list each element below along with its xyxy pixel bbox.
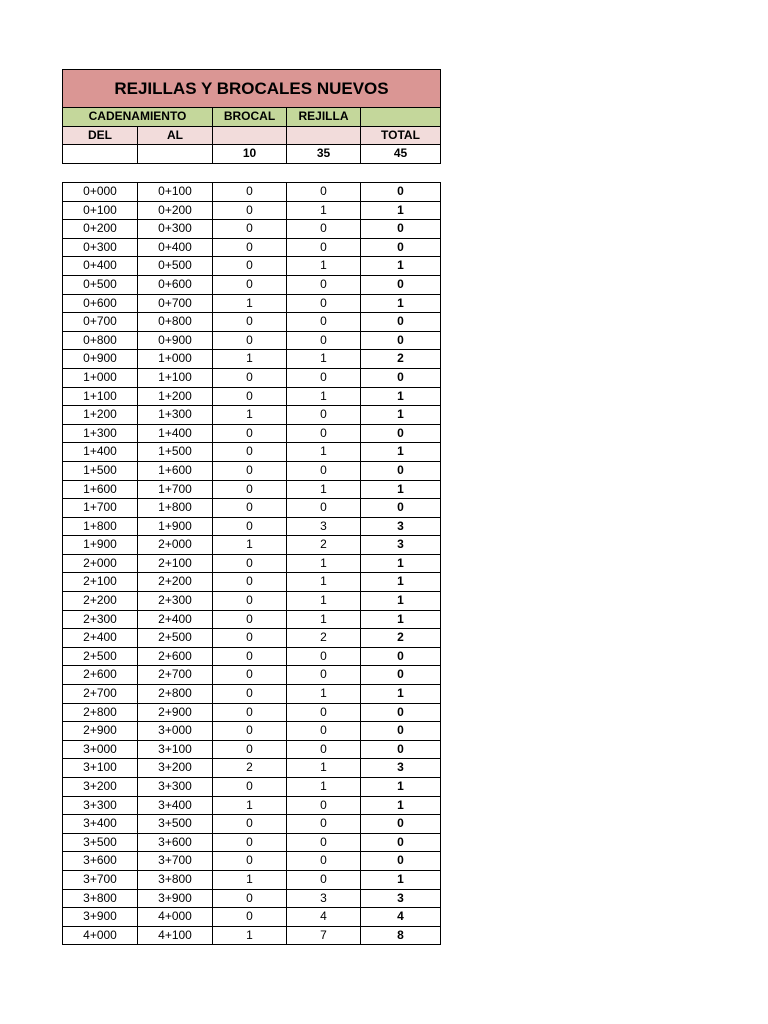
brocal-cell: 0 [213,313,287,332]
al-cell: 2+000 [138,536,213,555]
brocal-cell: 2 [213,759,287,778]
total-cell: 4 [361,908,441,927]
al-cell: 3+300 [138,778,213,797]
del-cell: 2+300 [63,610,138,629]
del-cell: 0+400 [63,257,138,276]
table-row [63,554,441,573]
brocal-cell: 0 [213,833,287,852]
brocal-cell: 0 [213,629,287,648]
del-cell: 4+000 [63,926,138,945]
brocal-cell: 1 [213,294,287,313]
al-cell: 0+200 [138,201,213,220]
total-cell: 1 [361,592,441,611]
brocal-cell: 0 [213,201,287,220]
al-cell: 0+600 [138,275,213,294]
brocal-cell: 0 [213,778,287,797]
del-cell: 3+400 [63,815,138,834]
total-cell: 1 [361,257,441,276]
del-cell: 0+200 [63,220,138,239]
al-cell: 2+100 [138,554,213,573]
table-row [63,610,441,629]
al-cell: 3+400 [138,796,213,815]
al-cell: 3+200 [138,759,213,778]
del-cell: 0+500 [63,275,138,294]
al-cell: 0+900 [138,331,213,350]
table-row [63,313,441,332]
empty-header-cell [287,126,361,145]
brocal-cell: 0 [213,183,287,202]
brocal-cell: 0 [213,424,287,443]
del-cell: 3+300 [63,796,138,815]
total-cell: 0 [361,368,441,387]
al-cell: 2+600 [138,647,213,666]
table-row [63,647,441,666]
del-cell: 3+600 [63,852,138,871]
total-cell: 1 [361,870,441,889]
al-cell: 1+900 [138,517,213,536]
brocal-cell: 0 [213,740,287,759]
del-cell: 3+200 [63,778,138,797]
total-cell: 0 [361,275,441,294]
total-cell: 1 [361,201,441,220]
table-row [63,461,441,480]
al-cell: 3+900 [138,889,213,908]
del-cell: 2+400 [63,629,138,648]
al-cell: 1+500 [138,443,213,462]
grand-total: 45 [361,145,441,164]
al-cell: 0+100 [138,183,213,202]
brocal-cell: 0 [213,685,287,704]
total-cell: 0 [361,238,441,257]
brocal-cell: 0 [213,461,287,480]
al-cell: 3+000 [138,722,213,741]
brocal-header: BROCAL [213,108,287,127]
total-cell: 1 [361,778,441,797]
del-cell: 0+100 [63,201,138,220]
table-row [63,517,441,536]
rejilla-cell: 0 [287,275,361,294]
table-row [63,852,441,871]
header-table [62,69,441,164]
table-row [63,815,441,834]
total-cell: 0 [361,220,441,239]
al-cell: 1+600 [138,461,213,480]
del-cell: 1+400 [63,443,138,462]
del-cell: 3+500 [63,833,138,852]
table-row [63,870,441,889]
rejilla-cell: 0 [287,220,361,239]
total-cell: 1 [361,443,441,462]
total-cell: 3 [361,889,441,908]
total-cell: 1 [361,573,441,592]
data-table [62,182,441,945]
del-cell: 1+000 [63,368,138,387]
brocal-cell: 0 [213,852,287,871]
rejilla-cell: 0 [287,833,361,852]
table-row [63,833,441,852]
table-row [63,778,441,797]
del-cell: 0+800 [63,331,138,350]
rejilla-cell: 1 [287,778,361,797]
total-cell: 0 [361,461,441,480]
total-cell: 2 [361,350,441,369]
rejilla-cell: 0 [287,294,361,313]
total-cell: 0 [361,666,441,685]
del-cell: 2+800 [63,703,138,722]
rejilla-cell: 2 [287,536,361,555]
brocal-cell: 0 [213,275,287,294]
table-row [63,257,441,276]
brocal-cell: 0 [213,889,287,908]
al-header: AL [138,126,213,145]
total-cell: 0 [361,499,441,518]
al-cell: 1+100 [138,368,213,387]
table-row [63,573,441,592]
empty-header-cell [361,108,441,127]
rejilla-cell: 0 [287,238,361,257]
al-cell: 0+800 [138,313,213,332]
al-cell: 0+400 [138,238,213,257]
rejilla-cell: 4 [287,908,361,927]
rejilla-cell: 0 [287,424,361,443]
total-cell: 1 [361,796,441,815]
rejilla-cell: 1 [287,350,361,369]
del-cell: 2+600 [63,666,138,685]
brocal-cell: 0 [213,592,287,611]
total-cell: 1 [361,387,441,406]
total-cell: 1 [361,554,441,573]
al-cell: 1+700 [138,480,213,499]
total-cell: 1 [361,610,441,629]
del-cell: 2+200 [63,592,138,611]
total-cell: 0 [361,740,441,759]
brocal-cell: 0 [213,257,287,276]
brocal-cell: 0 [213,331,287,350]
rejilla-cell: 1 [287,387,361,406]
brocal-cell: 0 [213,480,287,499]
total-cell: 0 [361,703,441,722]
rejilla-cell: 0 [287,313,361,332]
table-row [63,499,441,518]
total-cell: 1 [361,294,441,313]
table-row [63,275,441,294]
table-row [63,406,441,425]
table-row [63,722,441,741]
del-cell: 0+000 [63,183,138,202]
table-row [63,387,441,406]
al-cell: 4+000 [138,908,213,927]
rejilla-cell: 1 [287,610,361,629]
del-cell: 3+100 [63,759,138,778]
total-cell: 8 [361,926,441,945]
rejilla-header: REJILLA [287,108,361,127]
brocal-cell: 0 [213,517,287,536]
table-row [63,889,441,908]
al-cell: 2+300 [138,592,213,611]
rejilla-cell: 1 [287,573,361,592]
brocal-cell: 1 [213,796,287,815]
brocal-cell: 0 [213,368,287,387]
al-cell: 1+000 [138,350,213,369]
total-cell: 0 [361,313,441,332]
total-cell: 0 [361,722,441,741]
del-cell: 3+700 [63,870,138,889]
rejilla-cell: 1 [287,685,361,704]
brocal-cell: 0 [213,387,287,406]
al-cell: 3+600 [138,833,213,852]
del-cell: 0+900 [63,350,138,369]
table-row [63,294,441,313]
del-cell: 1+900 [63,536,138,555]
al-cell: 2+500 [138,629,213,648]
rejilla-cell: 0 [287,796,361,815]
al-cell: 3+100 [138,740,213,759]
brocal-cell: 0 [213,908,287,927]
table-row [63,666,441,685]
del-cell: 3+000 [63,740,138,759]
del-cell: 2+000 [63,554,138,573]
al-cell: 3+700 [138,852,213,871]
rejilla-cell: 0 [287,703,361,722]
del-cell: 1+300 [63,424,138,443]
rejilla-cell: 0 [287,406,361,425]
rejilla-cell: 0 [287,852,361,871]
table-row [63,536,441,555]
al-cell: 3+800 [138,870,213,889]
table-row [63,926,441,945]
del-cell: 3+800 [63,889,138,908]
del-cell: 1+500 [63,461,138,480]
brocal-cell: 0 [213,220,287,239]
total-cell: 1 [361,685,441,704]
total-cell: 3 [361,759,441,778]
total-cell: 0 [361,331,441,350]
rejilla-cell: 0 [287,183,361,202]
rejilla-cell: 3 [287,889,361,908]
table-row [63,703,441,722]
table-row [63,759,441,778]
brocal-cell: 0 [213,443,287,462]
table-row [63,685,441,704]
rejilla-cell: 1 [287,592,361,611]
al-cell: 2+800 [138,685,213,704]
brocal-cell: 1 [213,870,287,889]
del-cell: 2+500 [63,647,138,666]
rejilla-cell: 0 [287,368,361,387]
al-cell: 3+500 [138,815,213,834]
del-cell: 1+800 [63,517,138,536]
table-row [63,220,441,239]
rejilla-cell: 0 [287,647,361,666]
cadenamiento-header: CADENAMIENTO [63,108,213,127]
rejilla-cell: 0 [287,461,361,480]
brocal-cell: 0 [213,238,287,257]
rejilla-cell: 1 [287,443,361,462]
rejilla-cell: 1 [287,759,361,778]
table-row [63,480,441,499]
total-header: TOTAL [361,126,441,145]
brocal-cell: 1 [213,350,287,369]
al-cell: 1+400 [138,424,213,443]
total-cell: 0 [361,647,441,666]
brocal-cell: 1 [213,406,287,425]
rejilla-cell: 0 [287,666,361,685]
del-cell: 1+100 [63,387,138,406]
total-cell: 0 [361,815,441,834]
al-cell: 2+200 [138,573,213,592]
brocal-total: 10 [213,145,287,164]
table-row [63,350,441,369]
table-row [63,331,441,350]
rejilla-cell: 1 [287,201,361,220]
table-row [63,629,441,648]
empty-total-cell [138,145,213,164]
del-cell: 1+600 [63,480,138,499]
rejilla-cell: 2 [287,629,361,648]
table-row [63,443,441,462]
rejilla-cell: 0 [287,499,361,518]
brocal-cell: 0 [213,815,287,834]
empty-header-cell [213,126,287,145]
table-row [63,238,441,257]
al-cell: 1+300 [138,406,213,425]
del-cell: 1+200 [63,406,138,425]
del-header: DEL [63,126,138,145]
al-cell: 1+200 [138,387,213,406]
rejilla-cell: 0 [287,870,361,889]
brocal-cell: 0 [213,610,287,629]
brocal-cell: 0 [213,647,287,666]
table-row [63,368,441,387]
table-row [63,796,441,815]
table-row [63,201,441,220]
rejilla-cell: 0 [287,740,361,759]
brocal-cell: 1 [213,536,287,555]
rejilla-cell: 0 [287,331,361,350]
rejilla-cell: 1 [287,554,361,573]
al-cell: 2+400 [138,610,213,629]
del-cell: 0+300 [63,238,138,257]
total-cell: 3 [361,536,441,555]
del-cell: 2+900 [63,722,138,741]
brocal-cell: 0 [213,554,287,573]
brocal-cell: 0 [213,573,287,592]
total-cell: 1 [361,406,441,425]
brocal-cell: 0 [213,703,287,722]
total-cell: 2 [361,629,441,648]
rejilla-cell: 1 [287,257,361,276]
al-cell: 1+800 [138,499,213,518]
del-cell: 2+700 [63,685,138,704]
total-cell: 0 [361,833,441,852]
total-cell: 0 [361,852,441,871]
table-row [63,592,441,611]
rejilla-cell: 0 [287,815,361,834]
al-cell: 0+300 [138,220,213,239]
table-row [63,740,441,759]
del-cell: 0+700 [63,313,138,332]
al-cell: 0+700 [138,294,213,313]
total-cell: 3 [361,517,441,536]
total-cell: 0 [361,424,441,443]
rejilla-cell: 1 [287,480,361,499]
total-cell: 0 [361,183,441,202]
al-cell: 4+100 [138,926,213,945]
page-title: REJILLAS Y BROCALES NUEVOS [63,70,441,108]
rejilla-total: 35 [287,145,361,164]
rejilla-cell: 7 [287,926,361,945]
del-cell: 0+600 [63,294,138,313]
al-cell: 2+700 [138,666,213,685]
brocal-cell: 0 [213,499,287,518]
table-row [63,183,441,202]
del-cell: 1+700 [63,499,138,518]
al-cell: 0+500 [138,257,213,276]
del-cell: 2+100 [63,573,138,592]
empty-total-cell [63,145,138,164]
rejilla-cell: 3 [287,517,361,536]
table-row [63,424,441,443]
table-row [63,908,441,927]
brocal-cell: 0 [213,722,287,741]
brocal-cell: 0 [213,666,287,685]
del-cell: 3+900 [63,908,138,927]
rejilla-cell: 0 [287,722,361,741]
brocal-cell: 1 [213,926,287,945]
total-cell: 1 [361,480,441,499]
al-cell: 2+900 [138,703,213,722]
